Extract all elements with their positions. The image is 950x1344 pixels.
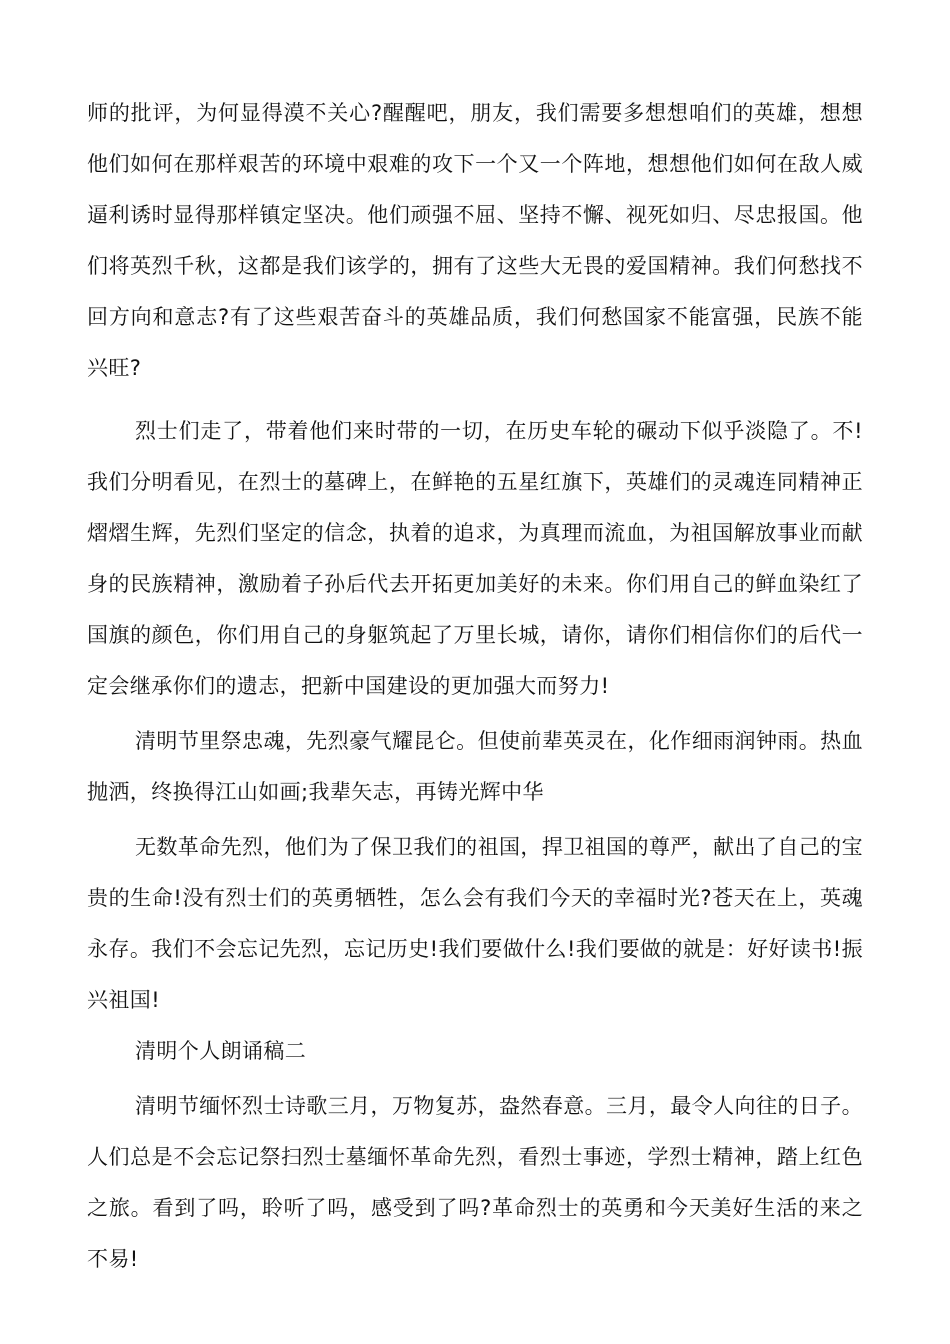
paragraph-continued: 师的批评，为何显得漠不关心?醒醒吧，朋友，我们需要多想想咱们的英雄，想想他们如何在那样艰苦的环境中艰难的攻下一个又一个阵地，想想他们如何在敌人威逼利诱时显得那样镇定坚决。他们顽强不屈、坚持不懈、视死如归、尽忠报国。他们将英烈千秋，这都是我们该学的，拥有了这些大无畏的爱国精神。我们何愁找不回方向和意志?有了这些艰苦奋斗的英雄品质，我们何愁国家不能富强，民族不能兴旺? [87,101,863,380]
document-body [87,88,863,1285]
section-heading: 清明个人朗诵稿二 [135,1039,307,1063]
paragraph-martyrs-departed: 烈士们走了，带着他们来时带的一切，在历史车轮的碾动下似乎淡隐了。不!我们分明看见，在烈士的墓碑上，在鲜艳的五星红旗下，英雄们的灵魂连同精神正熠熠生辉，先烈们坚定的信念，执着的追求，为真理而流血，为祖国解放事业而献身的民族精神，激励着子孙后代去开拓更加美好的未来。你们用自己的鲜血染红了国旗的颜色，你们用自己的身躯筑起了万里长城，请你，请你们相信你们的后代一定会继承你们的遗志，把新中国建设的更加强大而努力! [87,419,863,698]
paragraph-qingming-poem: 清明节里祭忠魂，先烈豪气耀昆仑。但使前辈英灵在，化作细雨润钟雨。热血抛洒，终换得江山如画;我辈矢志，再铸光辉中华 [87,729,863,804]
paragraph-march-remembrance: 清明节缅怀烈士诗歌三月，万物复苏，盎然春意。三月，最令人向往的日子。人们总是不会忘记祭扫烈士墓缅怀革命先烈，看烈士事迹，学烈士精神，踏上红色之旅。看到了吗，聆听了吗，感受到了吗?革命烈士的英勇和今天美好生活的来之不易! [87,1094,863,1271]
paragraph-revolutionary-martyrs: 无数革命先烈，他们为了保卫我们的祖国，捍卫祖国的尊严，献出了自己的宝贵的生命!没有烈士们的英勇牺牲，怎么会有我们今天的幸福时光?苍天在上，英魂永存。我们不会忘记先烈，忘记历史!我们要做什么!我们要做的就是：好好读书!振兴祖国! [87,835,863,1012]
